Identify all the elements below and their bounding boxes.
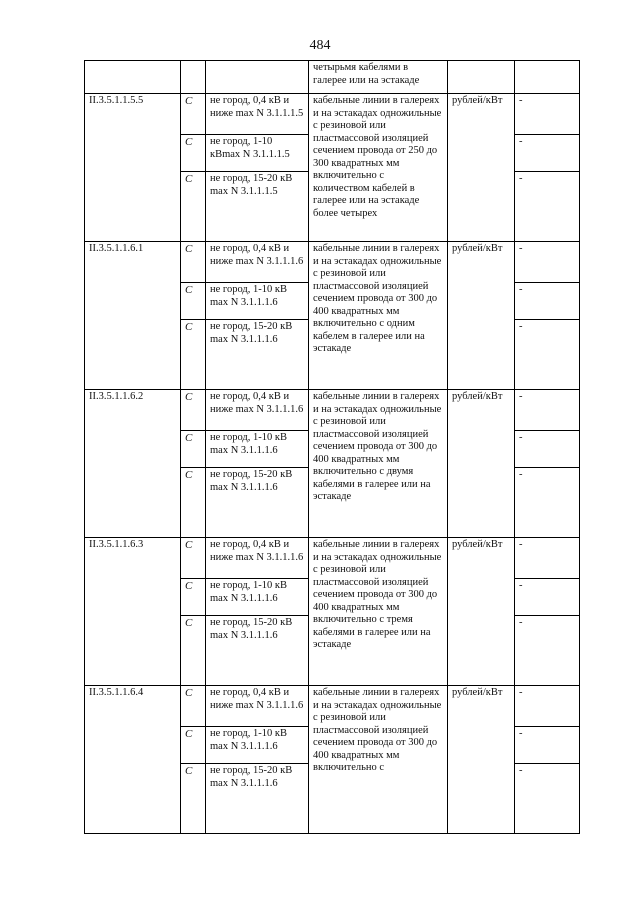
condition-cell: не город, 1-10 кВ max N 3.1.1.1.6 [206, 579, 309, 616]
condition-cell: не город, 15-20 кВ max N 3.1.1.1.5 [206, 172, 309, 242]
rate-cell: - [515, 538, 580, 579]
table-row [85, 538, 580, 579]
table-row [85, 242, 580, 283]
condition-cell: не город, 1-10 кВ max N 3.1.1.1.6 [206, 727, 309, 764]
unit-cell: рублей/кВт [448, 242, 515, 390]
condition-cell: не город, 0,4 кВ и ниже max N 3.1.1.1.6 [206, 390, 309, 431]
rate-cell: - [515, 686, 580, 727]
unit-cell: рублей/кВт [448, 94, 515, 242]
rate-cell: - [515, 283, 580, 320]
category-cell: С [181, 764, 206, 834]
unit-cell: рублей/кВт [448, 538, 515, 686]
rate-cell: - [515, 727, 580, 764]
category-cell: С [181, 283, 206, 320]
table-row [85, 390, 580, 431]
category-cell: С [181, 320, 206, 390]
rate-cell: - [515, 390, 580, 431]
condition-cell: не город, 0,4 кВ и ниже max N 3.1.1.1.6 [206, 242, 309, 283]
rate-cell [515, 61, 580, 94]
unit-cell: рублей/кВт [448, 686, 515, 834]
description-cell: кабельные линии в галереях и на эстакадах одножильные с резиновой или пластмассовой изоляцией сечением провода от 300 до 400 квадратных мм включительно с одним кабелем в галерее или на эстакаде [309, 242, 448, 390]
rate-cell: - [515, 431, 580, 468]
continuation-row [85, 61, 580, 94]
unit-cell [448, 61, 515, 94]
condition-cell: не город, 1-10 кВ max N 3.1.1.1.6 [206, 283, 309, 320]
tariff-table-body [85, 61, 580, 834]
condition-cell: не город, 0,4 кВ и ниже max N 3.1.1.1.6 [206, 686, 309, 727]
code-cell [85, 61, 181, 94]
category-cell: С [181, 431, 206, 468]
code-cell: II.3.5.1.1.6.4 [85, 686, 181, 834]
rate-cell: - [515, 579, 580, 616]
code-cell: II.3.5.1.1.6.1 [85, 242, 181, 390]
rate-cell: - [515, 764, 580, 834]
category-cell: С [181, 468, 206, 538]
description-cell: кабельные линии в галереях и на эстакадах одножильные с резиновой или пластмассовой изоляцией сечением провода от 250 до 300 квадратных мм включительно с количеством кабелей в галерее или на эстакаде более четырех [309, 94, 448, 242]
condition-cell: не город, 0,4 кВ и ниже max N 3.1.1.1.6 [206, 538, 309, 579]
condition-cell [206, 61, 309, 94]
condition-cell: не город, 15-20 кВ max N 3.1.1.1.6 [206, 764, 309, 834]
table-row [85, 686, 580, 727]
category-cell: С [181, 172, 206, 242]
category-cell: С [181, 686, 206, 727]
rate-cell: - [515, 242, 580, 283]
category-cell: С [181, 538, 206, 579]
code-cell: II.3.5.1.1.6.2 [85, 390, 181, 538]
rate-cell: - [515, 468, 580, 538]
category-cell: С [181, 727, 206, 764]
description-cell: кабельные линии в галереях и на эстакадах одножильные с резиновой или пластмассовой изоляцией сечением провода от 300 до 400 квадратных мм включительно с тремя кабелями в галерее или на эстакаде [309, 538, 448, 686]
rate-cell: - [515, 320, 580, 390]
rate-cell: - [515, 135, 580, 172]
category-cell: С [181, 616, 206, 686]
description-cell: кабельные линии в галереях и на эстакадах одножильные с резиновой или пластмассовой изоляцией сечением провода от 300 до 400 квадратных мм включительно с двумя кабелями в галерее или на эстакаде [309, 390, 448, 538]
condition-cell: не город, 15-20 кВ max N 3.1.1.1.6 [206, 320, 309, 390]
condition-cell: не город, 0,4 кВ и ниже max N 3.1.1.1.5 [206, 94, 309, 135]
code-cell: II.3.5.1.1.5.5 [85, 94, 181, 242]
rate-cell: - [515, 616, 580, 686]
condition-cell: не город, 15-20 кВ max N 3.1.1.1.6 [206, 468, 309, 538]
category-cell: С [181, 135, 206, 172]
condition-cell: не город, 15-20 кВ max N 3.1.1.1.6 [206, 616, 309, 686]
category-cell [181, 61, 206, 94]
tariff-table [84, 60, 580, 834]
category-cell: С [181, 94, 206, 135]
table-row [85, 94, 580, 135]
category-cell: С [181, 579, 206, 616]
page-number: 484 [309, 38, 331, 53]
description-cell: четырьмя кабелями в галерее или на эстакаде [309, 61, 448, 94]
category-cell: С [181, 390, 206, 431]
rate-cell: - [515, 172, 580, 242]
condition-cell: не город, 1-10 кВ max N 3.1.1.1.6 [206, 431, 309, 468]
rate-cell: - [515, 94, 580, 135]
code-cell: II.3.5.1.1.6.3 [85, 538, 181, 686]
category-cell: С [181, 242, 206, 283]
condition-cell: не город, 1-10 кВmax N 3.1.1.1.5 [206, 135, 309, 172]
unit-cell: рублей/кВт [448, 390, 515, 538]
description-cell: кабельные линии в галереях и на эстакадах одножильные с резиновой или пластмассовой изоляцией сечением провода от 300 до 400 квадратных мм включительно с [309, 686, 448, 834]
